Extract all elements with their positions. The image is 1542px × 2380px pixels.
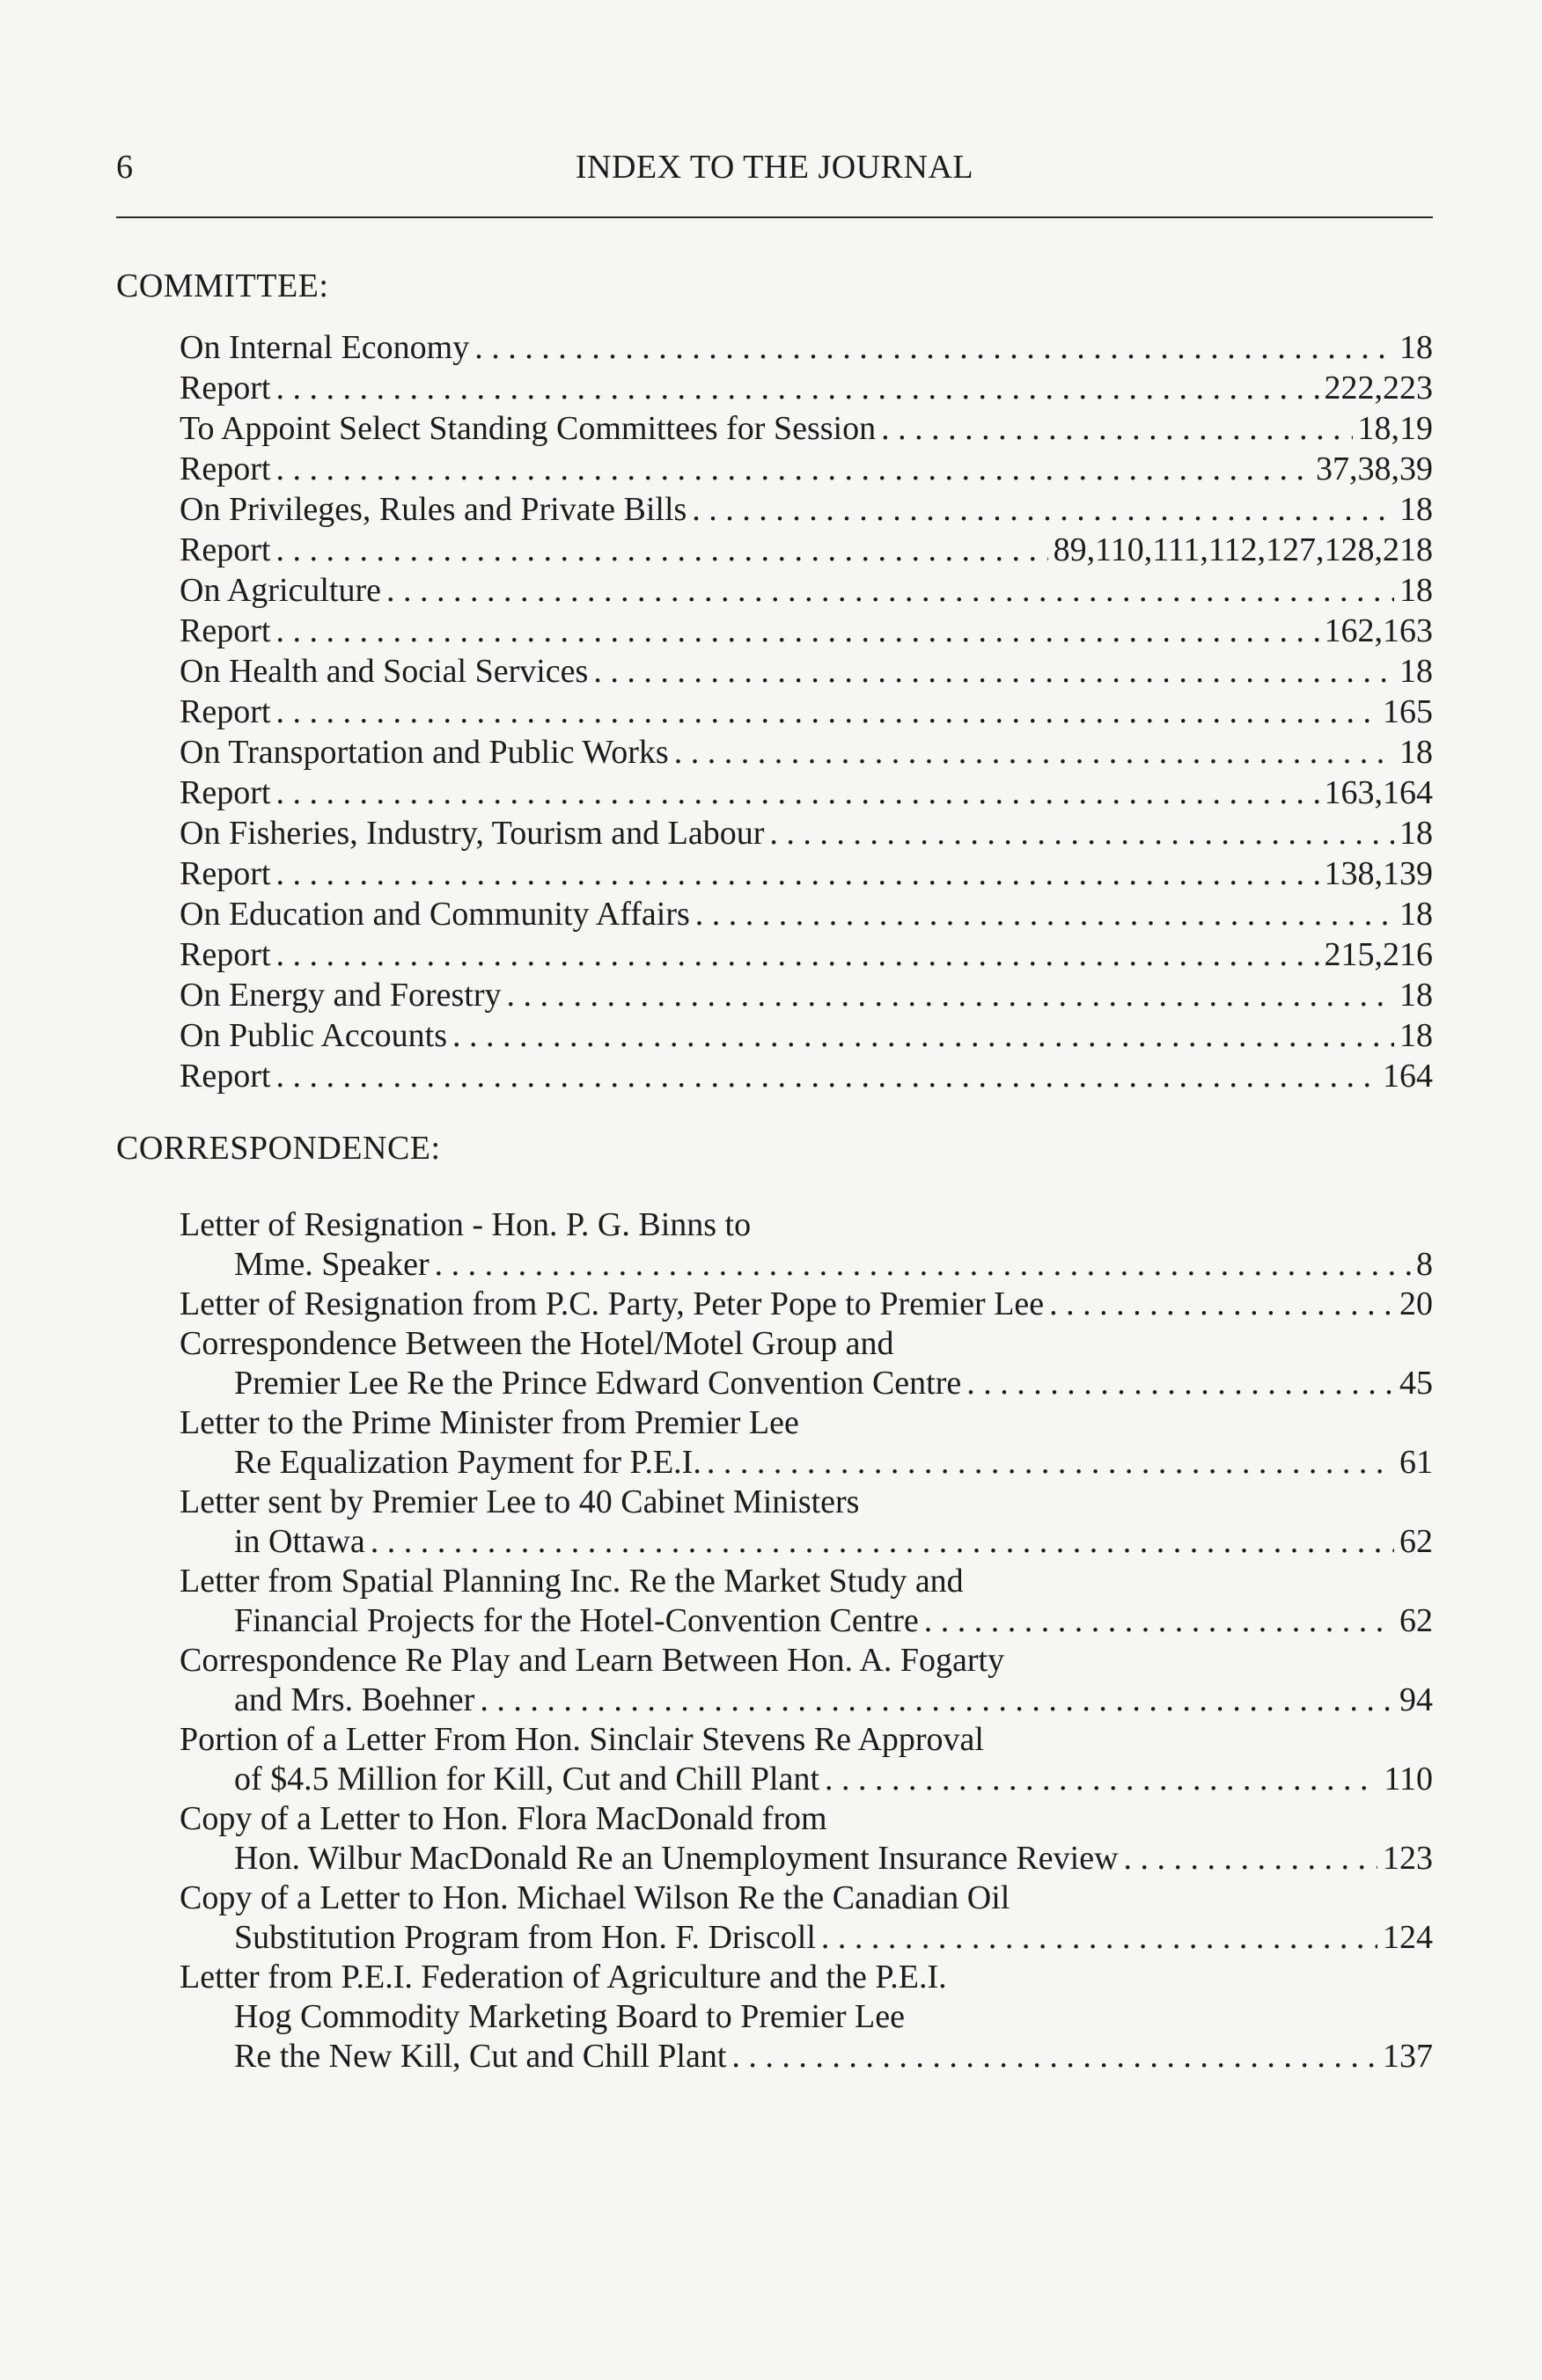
index-entry — [180, 368, 1433, 408]
correspondence-entries — [180, 1205, 1433, 2076]
entry-pages: 222,223 — [1324, 370, 1433, 406]
leader-dots — [371, 1522, 1394, 1562]
correspondence-item — [180, 1403, 1433, 1483]
correspondence-item — [180, 1562, 1433, 1641]
entry-pages: 164 — [1383, 1058, 1433, 1095]
entry-line: Correspondence Re Play and Learn Between Hon. A. Fogarty — [180, 1642, 1005, 1679]
index-entry — [180, 1443, 1433, 1483]
entry-pages: 124 — [1383, 1919, 1433, 1956]
page-header — [116, 141, 1433, 194]
entry-label: On Health and Social Services — [180, 653, 589, 690]
index-entry — [180, 853, 1433, 894]
index-entry — [180, 894, 1433, 934]
index-entry — [180, 1601, 1433, 1641]
entry-label: Report — [180, 531, 271, 568]
entry-label: Letter of Resignation from P.C. Party, Peter Pope to Premier Lee — [180, 1285, 1045, 1322]
entry-label: On Fisheries, Industry, Tourism and Labour — [180, 815, 765, 852]
leader-dots — [695, 894, 1394, 934]
page-number: 6 — [116, 149, 133, 186]
entry-label: On Transportation and Public Works — [180, 734, 669, 771]
leader-dots — [881, 408, 1352, 449]
correspondence-item — [180, 1720, 1433, 1799]
committee-entries — [180, 327, 1433, 1096]
leader-dots — [435, 1245, 1411, 1285]
leader-dots — [825, 1760, 1378, 1799]
entry-pages: 61 — [1399, 1444, 1433, 1481]
entry-label: Re the New Kill, Cut and Chill Plant — [234, 2038, 727, 2075]
leader-dots — [275, 1056, 1377, 1096]
entry-label: To Appoint Select Standing Committees for Session — [180, 410, 877, 447]
leader-dots — [275, 773, 1318, 813]
entry-label: Report — [180, 855, 271, 892]
entry-line: Letter to the Prime Minister from Premier Lee — [180, 1404, 799, 1441]
index-entry — [180, 449, 1433, 489]
entry-pages: 163,164 — [1324, 774, 1433, 811]
leader-dots — [769, 813, 1394, 853]
index-entry — [180, 530, 1433, 570]
index-entry — [180, 773, 1433, 813]
correspondence-item — [180, 1958, 1433, 2076]
leader-dots — [452, 1015, 1394, 1056]
leader-dots — [821, 1918, 1377, 1958]
entry-pages: 37,38,39 — [1316, 450, 1433, 487]
entry-label: Report — [180, 370, 271, 406]
entry-label: On Education and Community Affairs — [180, 896, 690, 933]
entry-pages: 215,216 — [1324, 936, 1433, 973]
index-entry — [180, 1522, 1433, 1562]
index-entry — [180, 570, 1433, 611]
correspondence-item — [180, 1641, 1433, 1720]
index-entry — [180, 1681, 1433, 1720]
entry-label: On Privileges, Rules and Private Bills — [180, 491, 687, 528]
index-entry — [180, 692, 1433, 732]
entry-pages: 110 — [1384, 1761, 1433, 1798]
entry-line: Portion of a Letter From Hon. Sinclair Stevens Re Approval — [180, 1721, 984, 1758]
leader-dots — [275, 611, 1318, 651]
index-entry — [180, 1918, 1433, 1958]
entry-label: Report — [180, 1058, 271, 1095]
leader-dots — [474, 327, 1394, 368]
leader-dots — [275, 449, 1311, 489]
entry-label: Financial Projects for the Hotel-Convention Centre — [234, 1602, 919, 1639]
entry-pages: 18 — [1399, 653, 1433, 690]
leader-dots — [275, 934, 1318, 975]
leader-dots — [275, 692, 1377, 732]
correspondence-section — [116, 1126, 1433, 2076]
leader-dots — [692, 489, 1394, 530]
index-entry — [180, 1364, 1433, 1403]
entry-pages: 18 — [1399, 572, 1433, 609]
index-entry — [180, 1056, 1433, 1096]
index-entry — [180, 611, 1433, 651]
entry-pages: 8 — [1416, 1246, 1433, 1283]
index-entry — [180, 975, 1433, 1015]
entry-pages: 62 — [1399, 1602, 1433, 1639]
entry-label: Re Equalization Payment for P.E.I. — [234, 1444, 701, 1481]
leader-dots — [731, 2037, 1377, 2076]
entry-label: On Internal Economy — [180, 329, 470, 366]
entry-label: On Agriculture — [180, 572, 382, 609]
index-entry — [180, 1760, 1433, 1799]
index-entry — [180, 813, 1433, 853]
entry-pages: 18 — [1399, 1017, 1433, 1054]
entry-pages: 18 — [1399, 977, 1433, 1014]
index-entry — [180, 651, 1433, 692]
entry-label: Mme. Speaker — [234, 1246, 430, 1283]
leader-dots — [1049, 1285, 1394, 1324]
leader-dots — [275, 368, 1318, 408]
entry-pages: 18 — [1399, 491, 1433, 528]
entry-label: of $4.5 Million for Kill, Cut and Chill Plant — [234, 1761, 819, 1798]
entry-label: On Public Accounts — [180, 1017, 447, 1054]
leader-dots — [507, 975, 1394, 1015]
entry-line: Copy of a Letter to Hon. Flora MacDonald from — [180, 1800, 827, 1837]
index-entry — [180, 408, 1433, 449]
committee-section — [116, 264, 1433, 1096]
entry-pages: 18 — [1399, 896, 1433, 933]
leader-dots — [924, 1601, 1394, 1641]
leader-dots — [275, 530, 1047, 570]
leader-dots — [1124, 1839, 1377, 1878]
entry-pages: 165 — [1383, 693, 1433, 730]
correspondence-item — [180, 1285, 1433, 1324]
correspondence-item — [180, 1205, 1433, 1285]
leader-dots — [480, 1681, 1394, 1720]
entry-line: Letter from P.E.I. Federation of Agriculture and the P.E.I. — [180, 1959, 947, 1996]
leader-dots — [707, 1443, 1394, 1483]
entry-line: Correspondence Between the Hotel/Motel Group and — [180, 1325, 894, 1362]
entry-label: Report — [180, 612, 271, 649]
index-entry — [180, 2037, 1433, 2076]
index-entry — [180, 1015, 1433, 1056]
leader-dots — [386, 570, 1394, 611]
entry-pages: 18 — [1399, 815, 1433, 852]
entry-label: Report — [180, 693, 271, 730]
entry-line: Letter sent by Premier Lee to 40 Cabinet Ministers — [180, 1483, 860, 1520]
entry-label: Report — [180, 450, 271, 487]
entry-pages: 138,139 — [1324, 855, 1433, 892]
entry-pages: 20 — [1399, 1285, 1433, 1322]
leader-dots — [275, 853, 1318, 894]
entry-pages: 162,163 — [1324, 612, 1433, 649]
header-rule — [116, 216, 1433, 218]
entry-pages: 18,19 — [1357, 410, 1433, 447]
entry-line: Copy of a Letter to Hon. Michael Wilson Re the Canadian Oil — [180, 1879, 1010, 1916]
index-entry — [180, 1839, 1433, 1878]
correspondence-item — [180, 1483, 1433, 1562]
leader-dots — [966, 1364, 1394, 1403]
entry-pages: 89,110,111,112,127,128,218 — [1053, 531, 1433, 568]
correspondence-item — [180, 1878, 1433, 1958]
section-heading-committee: COMMITTEE: — [116, 267, 329, 304]
entry-line: Letter of Resignation - Hon. P. G. Binns to — [180, 1206, 752, 1243]
entry-label: Report — [180, 936, 271, 973]
correspondence-item — [180, 1799, 1433, 1878]
entry-label: Substitution Program from Hon. F. Driscoll — [234, 1919, 816, 1956]
leader-dots — [593, 651, 1394, 692]
leader-dots — [674, 732, 1394, 773]
entry-pages: 18 — [1399, 329, 1433, 366]
index-entry — [180, 1245, 1433, 1285]
entry-line: Hog Commodity Marketing Board to Premier Lee — [234, 1998, 905, 2035]
index-entry — [180, 327, 1433, 368]
entry-pages: 62 — [1399, 1523, 1433, 1560]
entry-label: Premier Lee Re the Prince Edward Convention Centre — [234, 1365, 962, 1402]
index-entry — [180, 1285, 1433, 1324]
entry-label: and Mrs. Boehner — [234, 1681, 475, 1718]
entry-label: On Energy and Forestry — [180, 977, 502, 1014]
entry-line: Letter from Spatial Planning Inc. Re the Market Study and — [180, 1563, 964, 1600]
entry-pages: 18 — [1399, 734, 1433, 771]
entry-pages: 123 — [1383, 1840, 1433, 1877]
entry-pages: 137 — [1383, 2038, 1433, 2075]
running-title: INDEX TO THE JOURNAL — [575, 149, 974, 186]
entry-label: Report — [180, 774, 271, 811]
correspondence-item — [180, 1324, 1433, 1403]
entry-pages: 94 — [1399, 1681, 1433, 1718]
section-heading-correspondence: CORRESPONDENCE: — [116, 1130, 441, 1167]
index-entry — [180, 732, 1433, 773]
entry-label: Hon. Wilbur MacDonald Re an Unemployment Insurance Review — [234, 1840, 1119, 1877]
entry-pages: 45 — [1399, 1365, 1433, 1402]
index-entry — [180, 934, 1433, 975]
entry-label: in Ottawa — [234, 1523, 365, 1560]
index-entry — [180, 489, 1433, 530]
